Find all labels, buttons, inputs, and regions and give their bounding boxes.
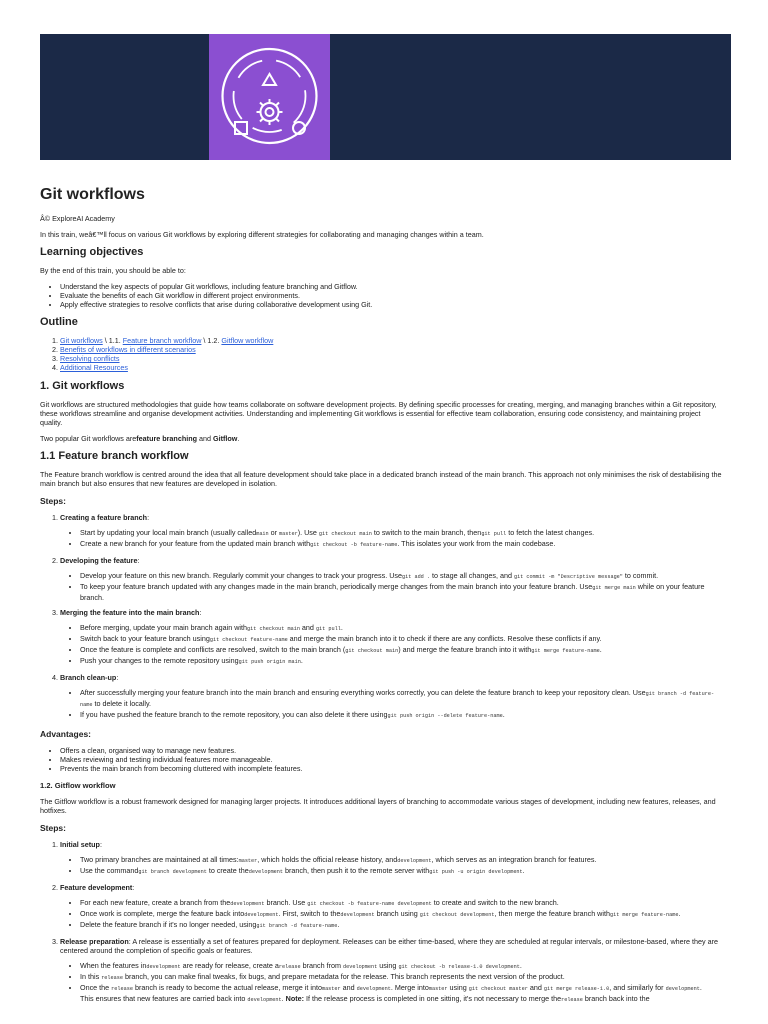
list-item xyxy=(80,656,722,667)
list-item xyxy=(80,710,722,721)
text: ). Use xyxy=(297,528,319,537)
learning-objectives-lead: By the end of this train, you should be able to: xyxy=(40,266,186,275)
inline-code: master xyxy=(428,986,448,992)
link-git-workflows[interactable]: Git workflows xyxy=(60,336,103,345)
text: branch back into the xyxy=(582,994,650,1003)
outline-separator: \ 1.1. xyxy=(102,336,123,345)
inline-code: git branch -d feature-name xyxy=(80,691,715,708)
feature-branch-paragraph: The Feature branch workflow is centred around the idea that all feature development should take place in a dedicated branch instead of the main branch. This approach not only minimises the risk of destabilising the main branch but also ensures that new features are developed in isolation. xyxy=(40,470,722,488)
text: to switch to the main branch, then xyxy=(371,528,482,537)
outline-list xyxy=(40,336,722,372)
step-title: Creating a feature branch xyxy=(60,513,148,522)
text: to commit. xyxy=(622,571,659,580)
text: branch, you can make final tweaks, fix bugs, and prepare metadata for the release. This branch represents the next version of the product. xyxy=(122,972,565,981)
inline-code: git checkout feature-name xyxy=(209,637,288,643)
text: If the release process is completed in one sitting, it's not necessary to merge the xyxy=(304,994,562,1003)
outline-item-3 xyxy=(60,354,722,363)
inline-code: release xyxy=(278,964,301,970)
inline-code: development xyxy=(248,869,284,875)
learning-objectives-list xyxy=(40,282,722,309)
advantages-heading: Advantages: xyxy=(40,729,92,739)
inline-code: git checkout master xyxy=(468,986,528,992)
gitflow-steps xyxy=(40,840,722,1005)
outline-item-1 xyxy=(60,336,722,345)
inline-code: development xyxy=(247,997,282,1003)
list-item: • Offers a clean, organised way to manage new features. xyxy=(60,746,722,755)
link-gitflow-workflow[interactable]: Gitflow workflow xyxy=(221,336,274,345)
inline-code: development xyxy=(356,986,391,992)
text: branch is ready to become the actual release, merge it into xyxy=(132,983,322,992)
text: and merge the main branch into it to check if there are any conflicts. Resolve these conflicts if any. xyxy=(287,634,602,643)
gear-icon xyxy=(257,99,283,125)
list-item xyxy=(80,571,722,582)
bold-text: Gitflow xyxy=(213,434,238,443)
section-1-paragraph: Git workflows are structured methodologies that guide how teams collaborate on software development projects. By defining specific processes for creating, merging, and managing branches within a Git repository, these workflows streamline and organise development activities. Understanding and implementing Git workflows is essential for effective team collaboration, ensuring code consistency, and maintaining project quality. xyxy=(40,400,717,427)
text: . xyxy=(519,961,522,970)
inline-code: development xyxy=(146,964,181,970)
text: are ready for release, create a xyxy=(180,961,279,970)
text: using xyxy=(377,961,399,970)
text: Delete the feature branch if it's no longer needed, using xyxy=(80,920,257,929)
section-1-heading: 1. Git workflows xyxy=(40,380,125,392)
step-item xyxy=(60,937,722,1005)
text: to create and switch to the new branch. xyxy=(431,898,559,907)
list-item xyxy=(80,539,722,550)
text: In this xyxy=(80,972,102,981)
text: . xyxy=(678,909,681,918)
inline-code: git branch development xyxy=(138,869,207,875)
text: This ensures that new features are carried back into xyxy=(80,994,248,1003)
text: If you have pushed the feature branch to the remote repository, you can also delete it there using xyxy=(80,710,388,719)
step-item: 2. Developing the feature: • Develop your feature on this new branch. Regularly commit your changes to track your progress. Usegit add . to stage all changes, and git commit -m "Descriptive message" to commit. • To keep your feature branch updated with any changes made in the main branch, periodically merge changes from the main branch into your feature branch. Usegit merge main while on your feature branch. xyxy=(60,556,722,602)
inline-code: master xyxy=(238,858,258,864)
advantages-list xyxy=(40,746,722,773)
inline-code: git checkout main xyxy=(247,626,300,632)
text: Once work is complete, merge the feature back into xyxy=(80,909,245,918)
text: : A release is essentially a set of features prepared for deployment. Releases can be either time-based, where they are scheduled at regular intervals, or milestone-based, where they are centered around the completion of specific goals or features. xyxy=(60,937,719,955)
learning-objectives-heading: Learning objectives xyxy=(40,246,144,258)
text: Before merging, update your main branch again with xyxy=(80,623,248,632)
list-item xyxy=(80,855,722,866)
text: Two primary branches are maintained at all times: xyxy=(80,855,239,864)
inline-code: git checkout -b feature-name xyxy=(310,542,398,548)
text: ) and merge the feature branch into it with xyxy=(398,645,532,654)
text: , and similarly for xyxy=(609,983,666,992)
page-title: Git workflows xyxy=(40,186,145,203)
list-item xyxy=(80,898,722,909)
text: while on your feature branch. xyxy=(80,582,705,602)
list-item xyxy=(80,582,722,602)
list-item: • Understand the key aspects of popular Git workflows, including feature branching and Gitflow. xyxy=(60,282,722,291)
inline-code: git merge release-1.0 xyxy=(543,986,610,992)
inline-code: git add . xyxy=(402,574,431,580)
list-item xyxy=(80,961,722,972)
outline-item-2 xyxy=(60,345,722,354)
step-title: Release preparation xyxy=(60,937,129,946)
text: Once the xyxy=(80,983,112,992)
feature-branch-steps xyxy=(40,513,722,721)
text: branch. Use xyxy=(264,898,308,907)
text: . xyxy=(502,710,505,719)
inline-code: release xyxy=(111,986,133,992)
text: Once the feature is complete and conflicts are resolved, switch to the main branch ( xyxy=(80,645,346,654)
text: , which serves as an integration branch for features. xyxy=(431,855,597,864)
gitflow-paragraph: The Gitflow workflow is a robust framework designed for managing larger projects. It introduces additional layers of branching to accommodate various stages of development, including new features, releases, and hotfixes. xyxy=(40,797,716,815)
text: . This isolates your work from the main codebase. xyxy=(397,539,556,548)
text: Create a new branch for your feature from the updated main branch with xyxy=(80,539,311,548)
text: branch from xyxy=(300,961,343,970)
list-item: • Evaluate the benefits of each Git workflow in different project environments. xyxy=(60,291,722,300)
course-badge xyxy=(209,34,330,160)
list-item xyxy=(80,634,722,645)
text: using xyxy=(447,983,469,992)
text: , then merge the feature branch with xyxy=(494,909,610,918)
inline-code: git checkout -b release-1.0 development xyxy=(398,964,520,970)
list-item: • Prevents the main branch from becoming cluttered with incomplete features. xyxy=(60,764,722,773)
list-item xyxy=(80,645,722,656)
text: Switch back to your feature branch using xyxy=(80,634,210,643)
list-item xyxy=(80,972,722,983)
outline-heading: Outline xyxy=(40,316,78,328)
text: to stage all changes, and xyxy=(430,571,514,580)
inline-code: release xyxy=(101,975,123,981)
inline-code: git merge feature-name xyxy=(609,912,679,918)
inline-code: git commit -m "Descriptive message" xyxy=(513,574,623,580)
text: and xyxy=(197,434,213,443)
text: . xyxy=(300,656,303,665)
inline-code: release xyxy=(561,997,583,1003)
inline-code: development xyxy=(397,858,432,864)
inline-code: git push -u origin development xyxy=(429,869,523,875)
bold-text: feature branching xyxy=(136,434,197,443)
gitflow-heading: 1.2. Gitflow workflow xyxy=(40,781,116,790)
list-item xyxy=(80,688,722,710)
triangle-icon xyxy=(263,74,276,85)
inline-code: git checkout development xyxy=(419,912,495,918)
link-feature-branch-workflow[interactable]: Feature branch workflow xyxy=(122,336,202,345)
inline-code: development xyxy=(230,901,265,907)
text: . xyxy=(522,866,525,875)
text: Two popular Git workflows are xyxy=(40,434,137,443)
text: . xyxy=(237,434,240,443)
text: or xyxy=(268,528,280,537)
text: branch using xyxy=(374,909,420,918)
text: and xyxy=(299,623,316,632)
step-title: Branch clean-up xyxy=(60,673,117,682)
step-item: 1. Initial setup: • Two primary branches are maintained at all times:master, which holds the official release history, anddevelopment, which serves as an integration branch for features. • Use the commandgit branch development to create thedevelopment branch, then push it to the remote server withgit push -u origin development. xyxy=(60,840,722,877)
link-additional-resources[interactable]: Additional Resources xyxy=(60,363,128,372)
inline-code: git merge feature-name xyxy=(531,648,600,654)
inline-code: git pull xyxy=(481,531,507,537)
inline-code: git branch -d feature-name xyxy=(256,923,338,929)
text: Push your changes to the remote repository using xyxy=(80,656,239,665)
text: . First, switch to the xyxy=(278,909,341,918)
text: . xyxy=(337,920,340,929)
text: and xyxy=(340,983,357,992)
step-title: Merging the feature into the main branch xyxy=(60,608,200,617)
list-item xyxy=(80,866,722,877)
link-benefits[interactable]: Benefits of workflows in different scenarios xyxy=(60,345,196,354)
inline-code: git pull xyxy=(315,626,341,632)
section-1-summary xyxy=(40,434,722,443)
step-item: 4. Branch clean-up: • After successfully merging your feature branch into the main branch and ensuring everything works correctly, you can delete the feature branch to keep your repository clean. Usegit branch -d feature-name to delete it locally. • If you have pushed the feature branch to the remote repository, you can also delete it there usinggit push origin --delete feature-name. xyxy=(60,673,722,721)
inline-code: git checkout main xyxy=(345,648,399,654)
outline-separator: \ 1.2. xyxy=(201,336,222,345)
workflow-emblem xyxy=(209,34,330,160)
step-item: 2. Feature development: • For each new feature, create a branch from thedevelopment branch. Use git checkout -b feature-name development to create and switch to the new branch. • Once work is complete, merge the feature back intodevelopment. First, switch to thedevelopment branch using git checkout development, then merge the feature branch withgit merge feature-name. • Delete the feature branch if it's no longer needed, usinggit branch -d feature-name. xyxy=(60,883,722,931)
text: After successfully merging your feature branch into the main branch and ensuring everything works correctly, you can delete the feature branch to keep your repository clean. Use xyxy=(80,688,646,697)
feature-branch-heading: 1.1 Feature branch workflow xyxy=(40,450,189,462)
text: To keep your feature branch updated with any changes made in the main branch, periodically merge changes from the main branch into your feature branch. Use xyxy=(80,582,593,591)
text: to fetch the latest changes. xyxy=(506,528,595,537)
text: . xyxy=(699,983,702,992)
text: . xyxy=(599,645,602,654)
step-item: 1. Creating a feature branch: • Start by updating your local main branch (usually calledmain or master). Use git checkout main to switch to the main branch, thengit pull to fetch the latest changes. • Create a new branch for your feature from the updated main branch withgit checkout -b feature-name. This isolates your work from the main codebase. xyxy=(60,513,722,550)
text: . xyxy=(340,623,343,632)
text: Develop your feature on this new branch. Regularly commit your changes to track your progress. Use xyxy=(80,571,402,580)
header-banner xyxy=(40,34,731,160)
text: Use the command xyxy=(80,866,139,875)
text: . Merge into xyxy=(390,983,429,992)
list-item: • Makes reviewing and testing individual features more manageable. xyxy=(60,755,722,764)
list-item xyxy=(80,623,722,634)
step-item: 3. Merging the feature into the main branch: • Before merging, update your main branch again withgit checkout main and git pull. • Switch back to your feature branch usinggit checkout feature-name and merge the main branch into it to check if there are any conflicts. Resolve these conflicts if any. • Once the feature is complete and conflicts are resolved, switch to the main branch (git checkout main) and merge the feature branch into it withgit merge feature-name. • Push your changes to the remote repository usinggit push origin main. xyxy=(60,608,722,667)
text: . xyxy=(281,994,286,1003)
document-body xyxy=(40,180,722,1011)
inline-code: git push origin --delete feature-name xyxy=(387,713,503,719)
inline-code: git push origin main xyxy=(238,659,301,665)
inline-code: development xyxy=(340,912,375,918)
text: , which holds the official release history, and xyxy=(257,855,398,864)
text: to create the xyxy=(206,866,249,875)
list-item xyxy=(80,909,722,920)
inline-code: development xyxy=(244,912,279,918)
inline-code: master xyxy=(321,986,341,992)
text: Start by updating your local main branch (usually called xyxy=(80,528,257,537)
inline-code: development xyxy=(665,986,700,992)
outline-item-4 xyxy=(60,363,722,372)
intro-text: In this train, weâ€™ll focus on various Git workflows by exploring different strategies for collaborating and managing changes within a team. xyxy=(40,230,484,239)
list-item xyxy=(80,983,722,1005)
text: When the features in xyxy=(80,961,147,970)
text: and xyxy=(527,983,544,992)
list-item: • Apply effective strategies to resolve conflicts that arise during collaborative development using Git. xyxy=(60,300,722,309)
text: to delete it locally. xyxy=(92,699,152,708)
step-title: Developing the feature xyxy=(60,556,138,565)
inline-code: git merge main xyxy=(592,585,636,591)
note-label: Note: xyxy=(285,994,305,1003)
inline-code: master xyxy=(279,531,298,537)
list-item xyxy=(80,920,722,931)
list-item xyxy=(80,528,722,539)
text: branch, then push it to the remote server with xyxy=(283,866,430,875)
inline-code: main xyxy=(256,531,269,537)
steps-heading: Steps: xyxy=(40,823,66,833)
inline-code: git checkout -b feature-name development xyxy=(307,901,432,907)
text: For each new feature, create a branch from the xyxy=(80,898,231,907)
step-title: Initial setup xyxy=(60,840,100,849)
step-title: Feature development xyxy=(60,883,133,892)
inline-code: git checkout main xyxy=(318,531,372,537)
inline-code: development xyxy=(343,964,378,970)
steps-heading: Steps: xyxy=(40,496,66,506)
link-resolving-conflicts[interactable]: Resolving conflicts xyxy=(60,354,120,363)
copyright: Â© ExploreAI Academy xyxy=(40,214,115,223)
